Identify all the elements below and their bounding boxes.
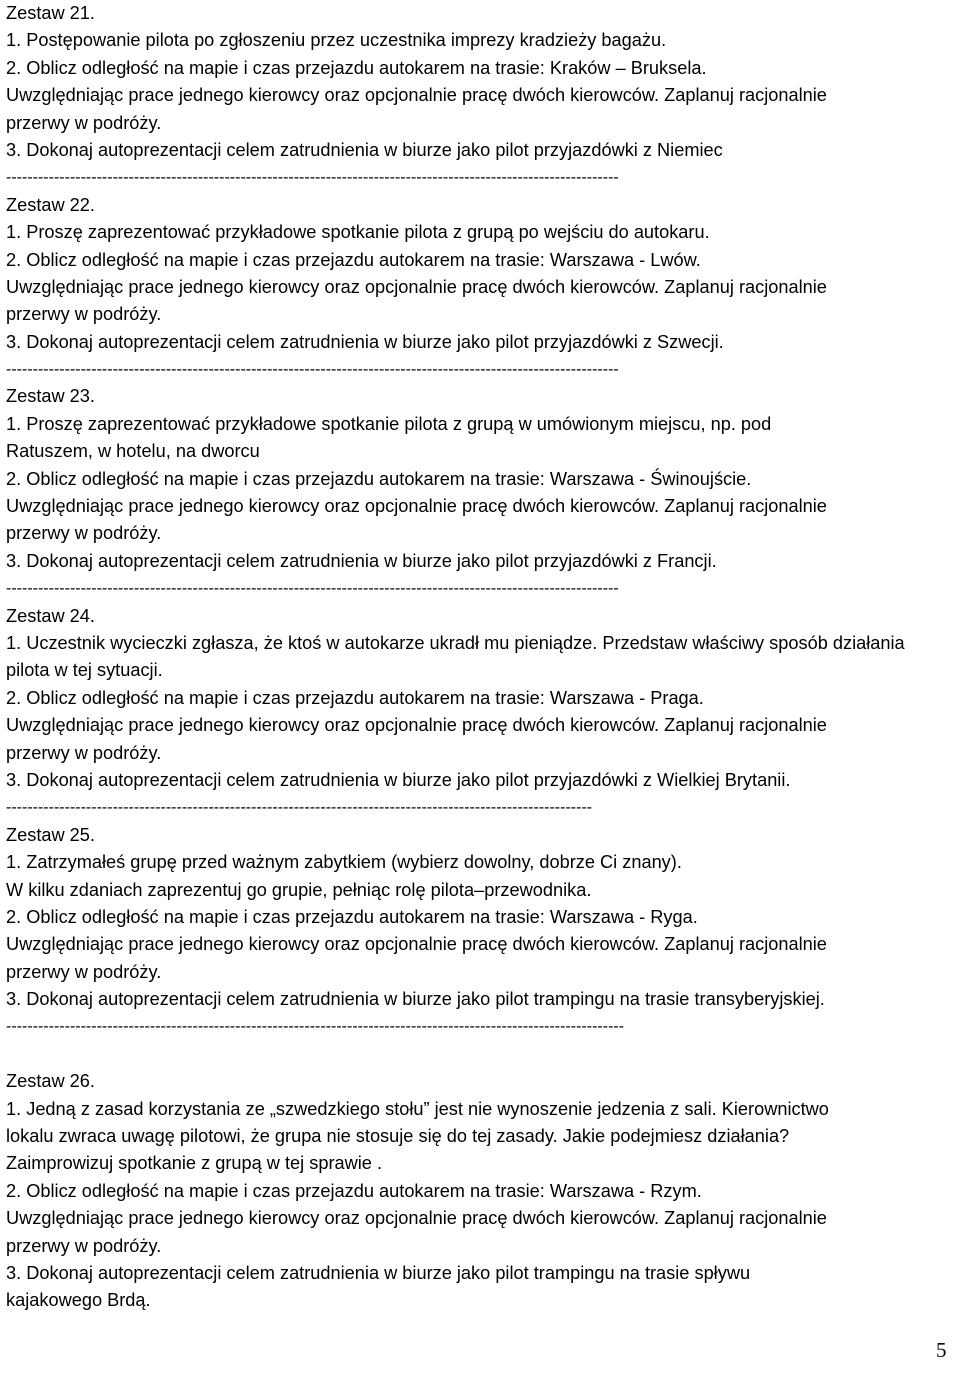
task-line: Uwzględniając prace jednego kierowcy oraz opcjonalnie pracę dwóch kierowców. Zaplanuj racjonalnie — [6, 934, 827, 955]
set-title: Zestaw 21. — [6, 3, 95, 23]
set-title: Zestaw 23. — [6, 386, 95, 407]
task-line: 2. Oblicz odległość na mapie i czas przejazdu autokarem na trasie: Warszawa - Rzym. — [6, 1180, 702, 1201]
task-line: Uwzględniając prace jednego kierowcy oraz opcjonalnie pracę dwóch kierowców. Zaplanuj racjonalnie — [6, 715, 827, 736]
set-title: Zestaw 25. — [6, 824, 95, 845]
task-line: Uwzględniając prace jednego kierowcy oraz opcjonalnie pracę dwóch kierowców. Zaplanuj racjonalnie — [6, 496, 827, 517]
task-line: przerwy w podróży. — [6, 112, 162, 133]
task-line: Zaimprowizuj spotkanie z grupą w tej sprawie . — [6, 1153, 383, 1174]
section-separator: -------------------------------------------------------------------------------------------------------------- — [6, 799, 593, 817]
task-line: 3. Dokonaj autoprezentacji celem zatrudnienia w biurze jako pilot przyjazdówki z Szwecji. — [6, 331, 724, 352]
set-title: Zestaw 22. — [6, 194, 95, 215]
task-line: 2. Oblicz odległość na mapie i czas przejazdu autokarem na trasie: Warszawa - Świnoujście. — [6, 468, 752, 489]
task-line: 3. Dokonaj autoprezentacji celem zatrudnienia w biurze jako pilot trampingu na trasie transyberyjskiej. — [6, 989, 825, 1010]
blank-line — [6, 1041, 956, 1068]
page-number: 5 — [936, 1338, 947, 1362]
task-line: W kilku zdaniach zaprezentuj go grupie, pełniąc rolę pilota–przewodnika. — [6, 879, 592, 900]
section-separator: ------------------------------------------------------------------------------------------------------------------- — [6, 361, 619, 379]
task-line: 2. Oblicz odległość na mapie i czas przejazdu autokarem na trasie: Kraków – Bruksela. — [6, 57, 707, 78]
set-title: Zestaw 24. — [6, 605, 95, 626]
task-line: przerwy w podróży. — [6, 742, 162, 763]
task-line: 3. Dokonaj autoprezentacji celem zatrudnienia w biurze jako pilot przyjazdówki z Niemiec — [6, 139, 723, 160]
task-line: Ratuszem, w hotelu, na dworcu — [6, 441, 260, 462]
task-line: 2. Oblicz odległość na mapie i czas przejazdu autokarem na trasie: Warszawa - Praga. — [6, 687, 704, 708]
task-line: 1. Uczestnik wycieczki zgłasza, że ktoś w autokarze ukradł mu pieniądze. Przedstaw właściwy sposób działania — [6, 632, 905, 653]
task-line: Uwzględniając prace jednego kierowcy oraz opcjonalnie pracę dwóch kierowców. Zaplanuj racjonalnie — [6, 1208, 827, 1229]
task-line: przerwy w podróży. — [6, 523, 162, 544]
section-separator: ------------------------------------------------------------------------------------------------------------------- — [6, 580, 619, 598]
section-separator: ------------------------------------------------------------------------------------------------------------------- — [6, 169, 619, 187]
task-line: 2. Oblicz odległość na mapie i czas przejazdu autokarem na trasie: Warszawa - Lwów. — [6, 249, 701, 270]
task-line: 2. Oblicz odległość na mapie i czas przejazdu autokarem na trasie: Warszawa - Ryga. — [6, 906, 698, 927]
section-separator: -------------------------------------------------------------------------------------------------------------------- — [6, 1018, 625, 1036]
task-line: przerwy w podróży. — [6, 961, 162, 982]
task-line: pilota w tej sytuacji. — [6, 660, 163, 681]
task-line: 1. Jedną z zasad korzystania ze „szwedzkiego stołu” jest nie wynoszenie jedzenia z sali. Kierownictwo — [6, 1098, 829, 1119]
set-title: Zestaw 26. — [6, 1071, 95, 1092]
task-line: Uwzględniając prace jednego kierowcy oraz opcjonalnie pracę dwóch kierowców. Zaplanuj racjonalnie — [6, 276, 827, 297]
task-line: 3. Dokonaj autoprezentacji celem zatrudnienia w biurze jako pilot przyjazdówki z Francji. — [6, 550, 717, 571]
task-line: 1. Proszę zaprezentować przykładowe spotkanie pilota z grupą po wejściu do autokaru. — [6, 222, 710, 243]
task-line: 3. Dokonaj autoprezentacji celem zatrudnienia w biurze jako pilot trampingu na trasie spływu — [6, 1262, 751, 1283]
task-line: przerwy w podróży. — [6, 1235, 162, 1256]
document-page — [6, 0, 956, 1315]
task-line: 1. Proszę zaprezentować przykładowe spotkanie pilota z grupą w umówionym miejscu, np. pod — [6, 413, 772, 434]
task-line: przerwy w podróży. — [6, 304, 162, 325]
task-line: lokalu zwraca uwagę pilotowi, że grupa nie stosuje się do tej zasady. Jakie podejmiesz działania? — [6, 1126, 790, 1147]
task-line: 1. Zatrzymałeś grupę przed ważnym zabytkiem (wybierz dowolny, dobrze Ci znany). — [6, 852, 682, 873]
task-line: 1. Postępowanie pilota po zgłoszeniu przez uczestnika imprezy kradzieży bagażu. — [6, 30, 667, 51]
task-line: kajakowego Brdą. — [6, 1290, 151, 1311]
task-line: Uwzględniając prace jednego kierowcy oraz opcjonalnie pracę dwóch kierowców. Zaplanuj racjonalnie — [6, 85, 827, 106]
task-line: 3. Dokonaj autoprezentacji celem zatrudnienia w biurze jako pilot przyjazdówki z Wielkiej Brytanii. — [6, 769, 791, 790]
